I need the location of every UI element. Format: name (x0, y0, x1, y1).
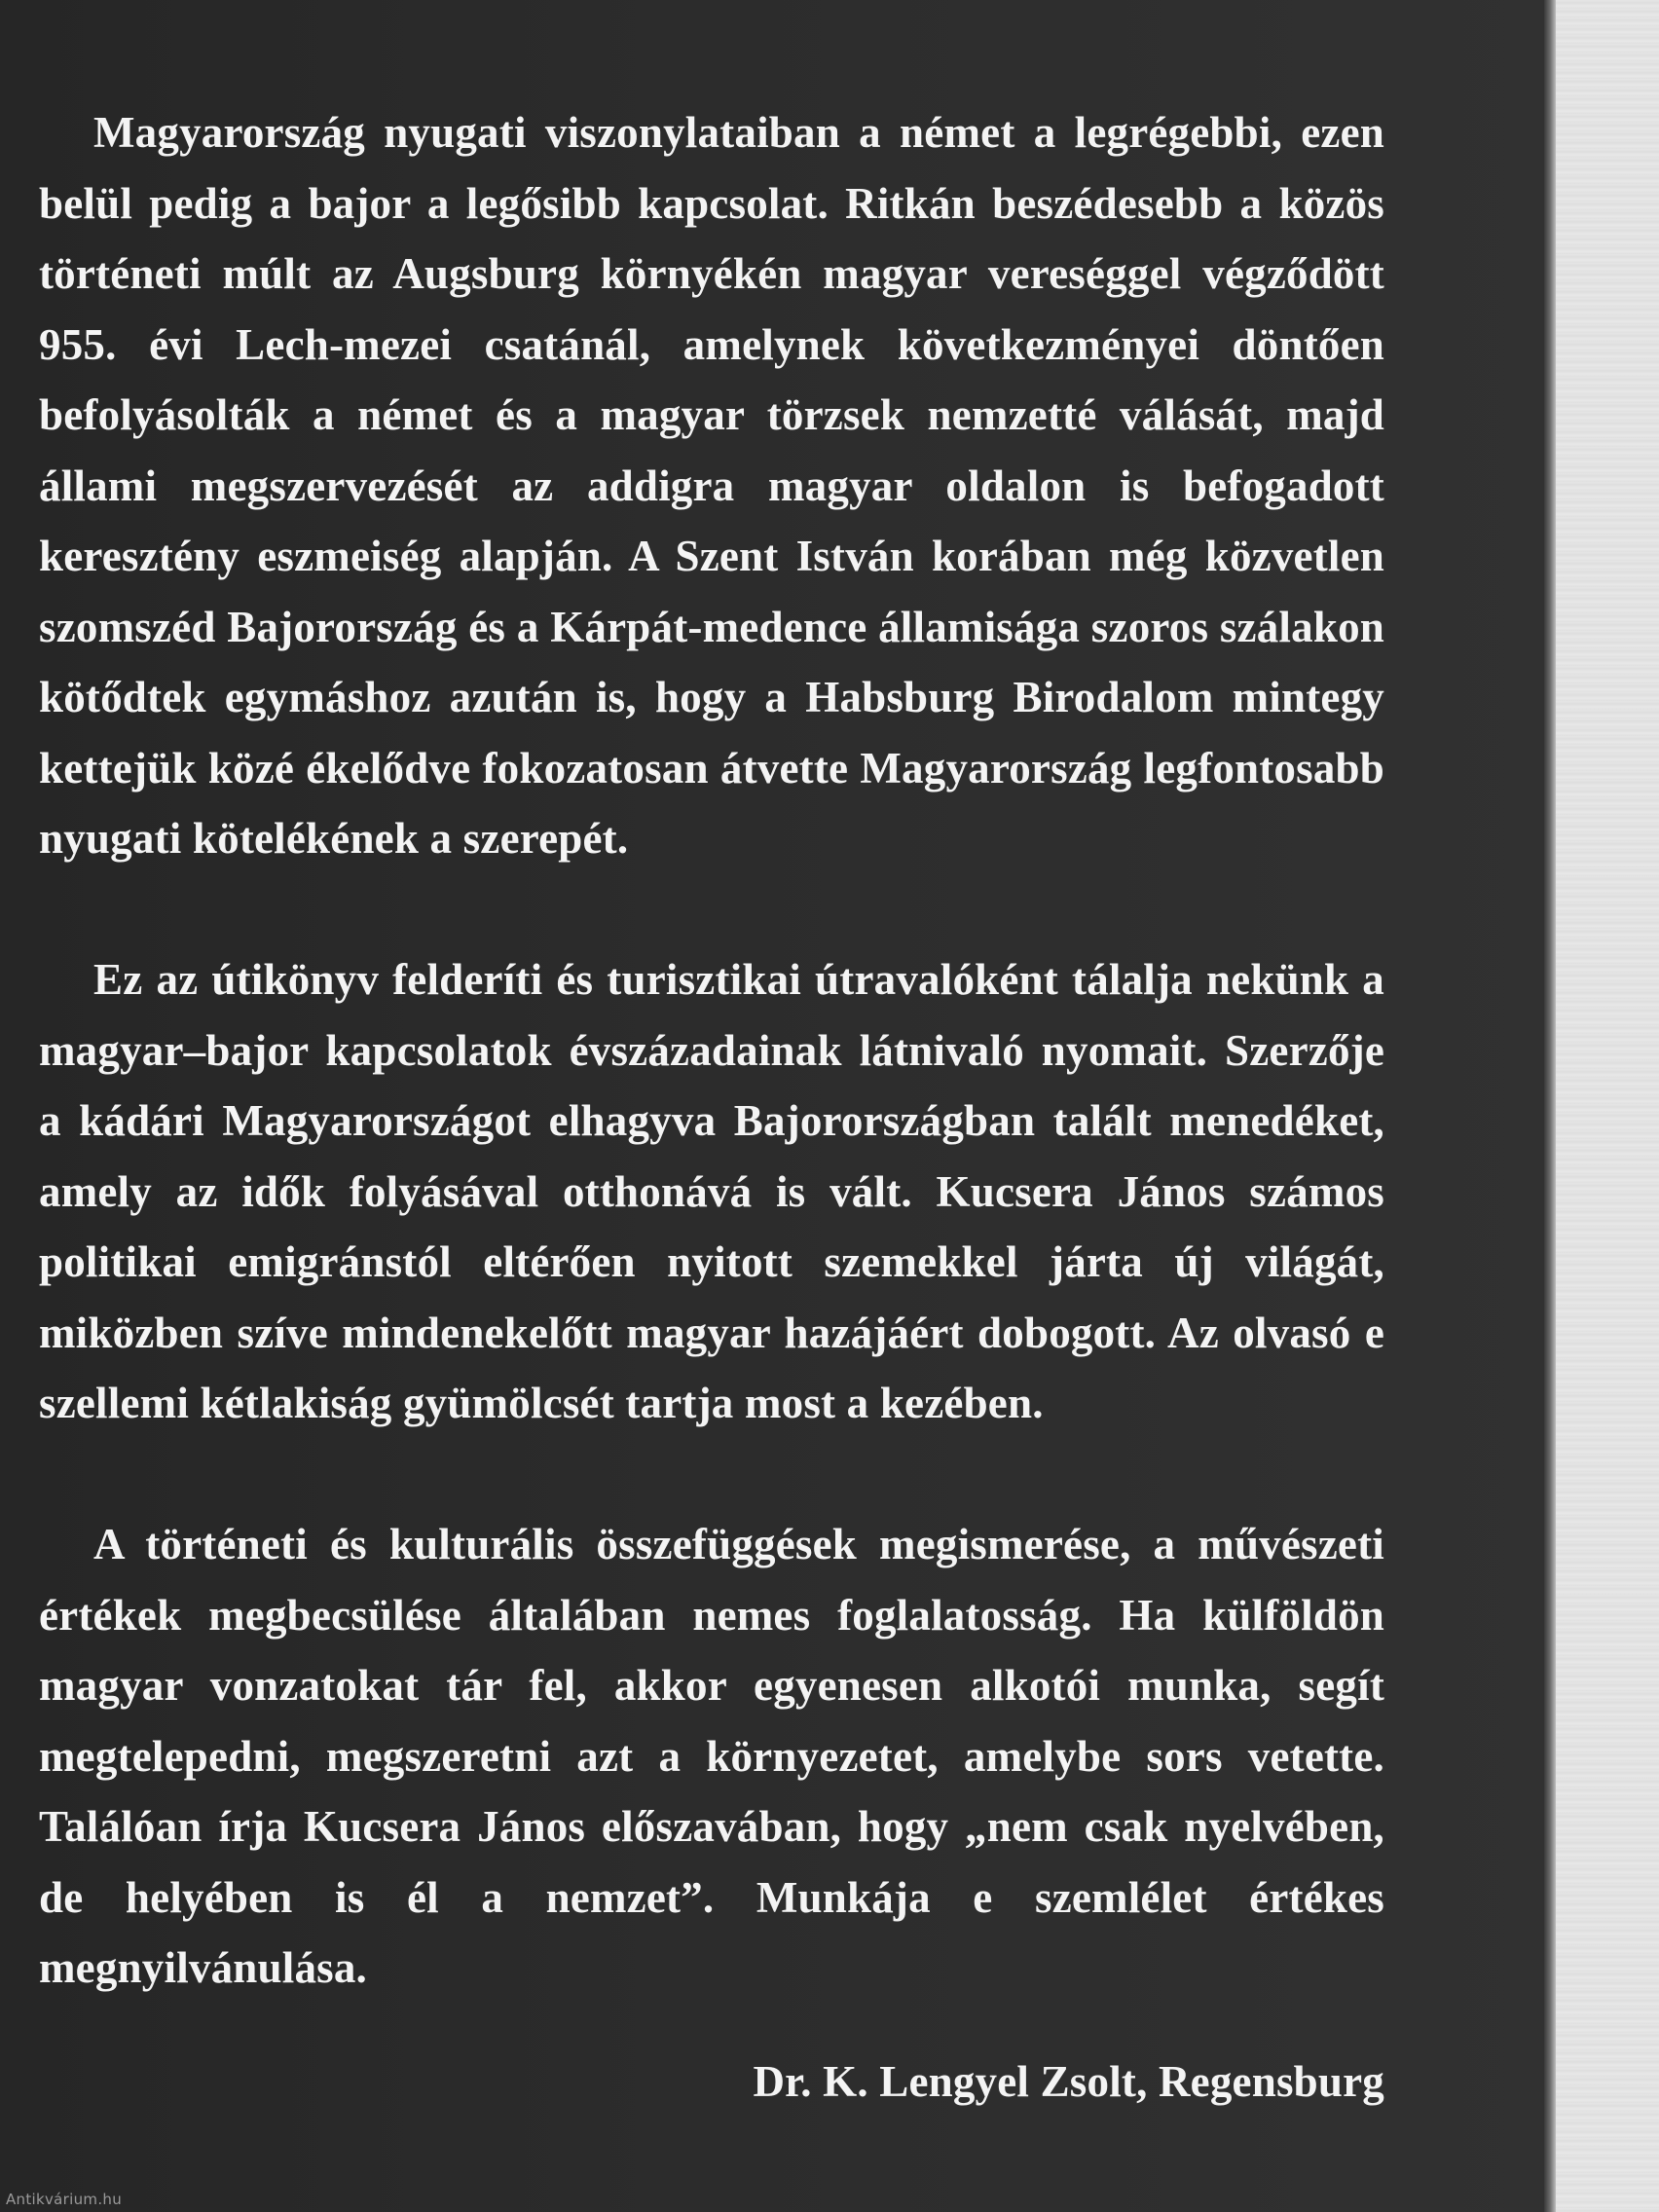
blurb-text (39, 97, 1384, 2117)
blurb-paragraph-1: Magyarország nyugati viszonylataiban a német a legrégebbi, ezen belül pedig a bajor a legősibb kapcsolat. Ritkán beszédesebb a közös történeti múlt az Augsburg környékén magyar vereséggel végződött 955. évi Lech-mezei csatánál, amelynek következményei döntően befolyásolták a német és a magyar törzsek nemzetté válását, majd állami megszervezését az addigra magyar oldalon is befogadott keresztény eszmeiség alapján. A Szent István korában még közvetlen szomszéd Bajorország és a Kárpát-medence államisága szoros szálakon kötődtek egymáshoz azután is, hogy a Habsburg Birodalom mintegy kettejük közé ékelődve fokozatosan átvette Magyarország legfontosabb nyugati kötelékének a szerepét. (39, 108, 1384, 863)
blurb-paragraph-2: Ez az útikönyv felderíti és turisztikai útravalóként tálalja nekünk a magyar–bajor kapcsolatok évszázadainak látnivaló nyomait. Szerzője a kádári Magyarországot elhagyva Bajorországban talált menedéket, amely az idők folyásával otthonává is vált. Kucsera János számos politikai emigránstól eltérően nyitott szemekkel járta új világát, miközben szíve mindenekelőtt magyar hazájáért dobogott. Az olvasó e szellemi kétlakiság gyümölcsét tartja most a kezében. (39, 955, 1384, 1427)
blurb-paragraph-3: A történeti és kulturális összefüggések megismerése, a művészeti értékek megbecsülése általában nemes foglalatosság. Ha külföldön magyar vonzatokat tár fel, akkor egyenesen alkotói munka, segít megtelepedni, megszeretni azt a környezetet, amelybe sors vetette. Találóan írja Kucsera János előszavában, hogy „nem csak nyelvében, de helyében is él a nemzet”. Munkája e szemlélet értékes megnyilvánulása. (39, 1520, 1384, 1992)
cover-edge (1544, 0, 1556, 2212)
page-edge-background (1556, 0, 1659, 2212)
site-watermark: Antikvárium.hu (6, 2191, 123, 2208)
author-signature: Dr. K. Lengyel Zsolt, Regensburg (753, 2056, 1384, 2106)
